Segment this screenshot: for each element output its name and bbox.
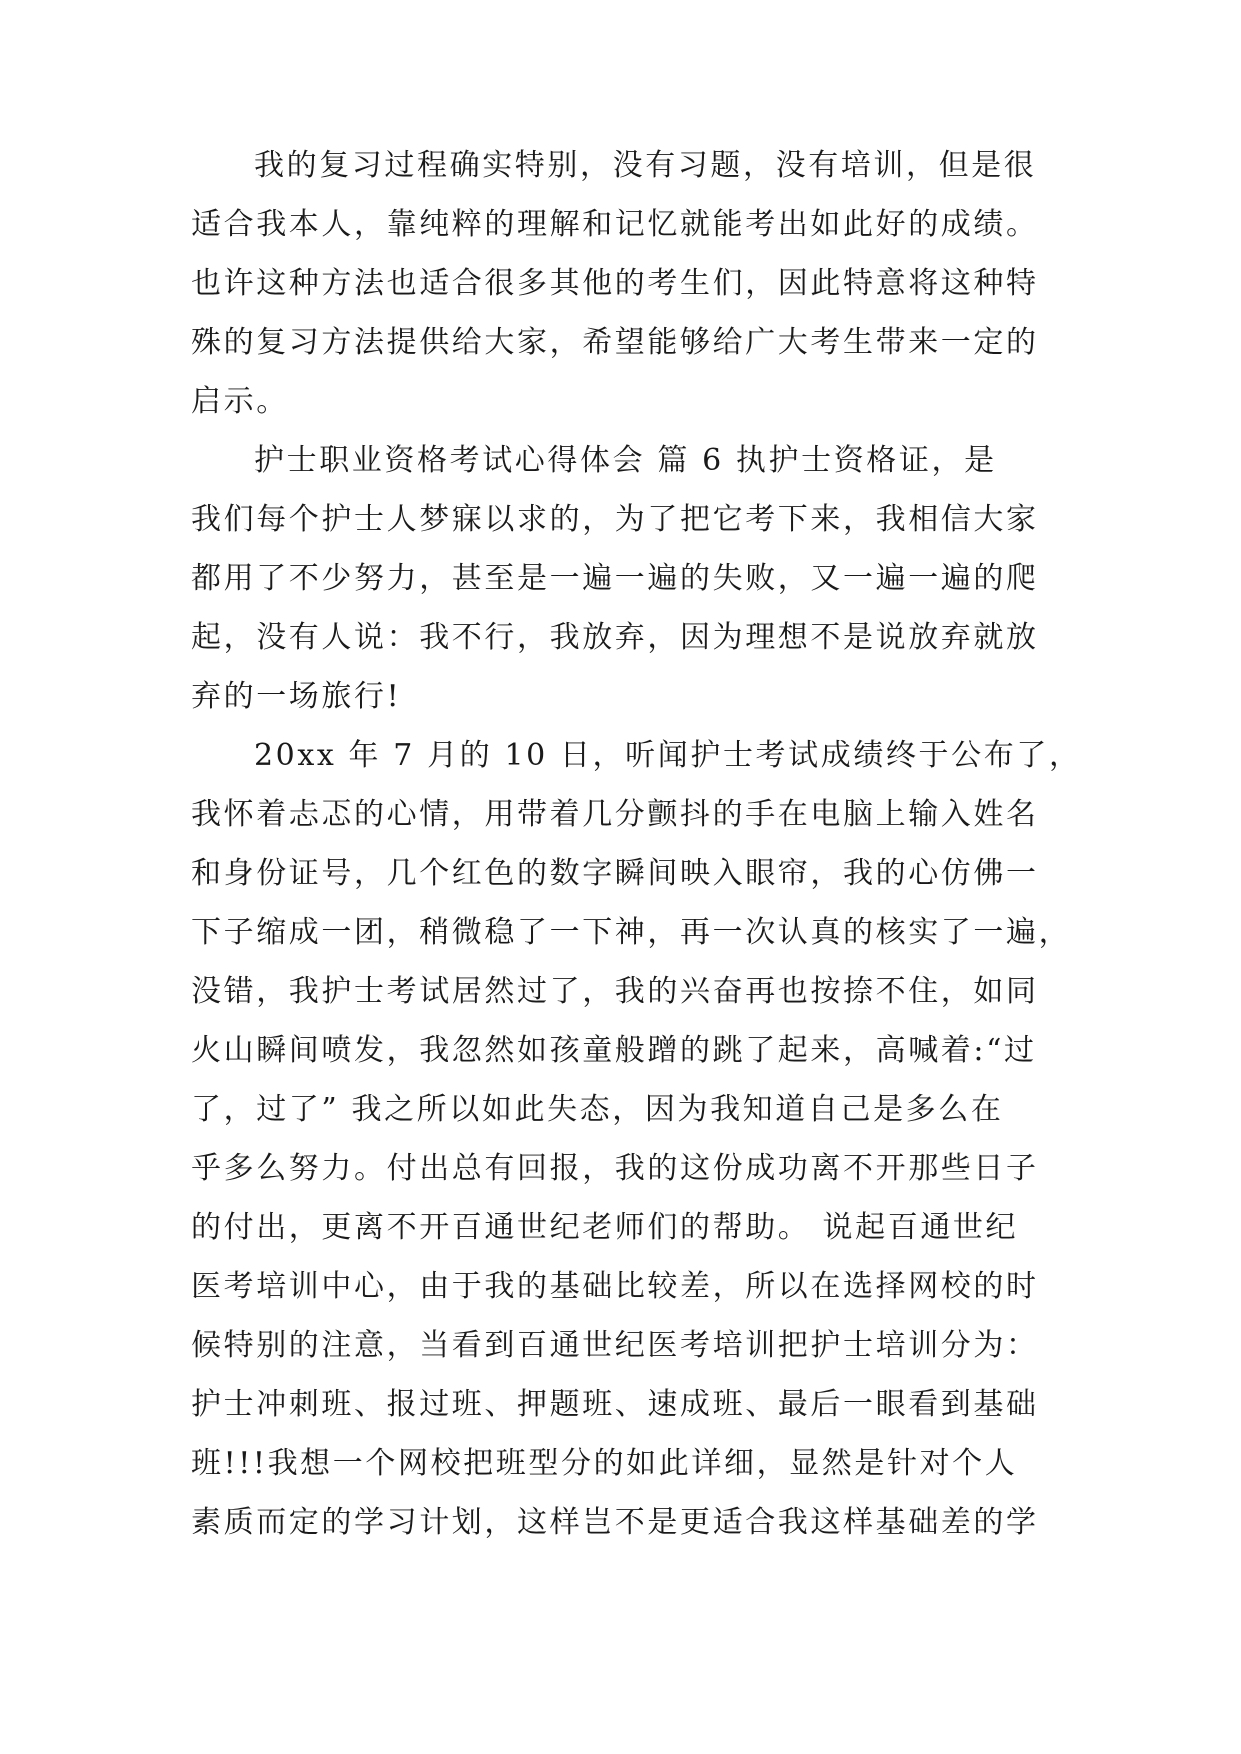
- text-line: 了，过了” 我之所以如此失态，因为我知道自己是多么在: [191, 1092, 1004, 1127]
- text-line: 我们每个护士人梦寐以求的，为了把它考下来，我相信大家: [191, 502, 1039, 537]
- text-line: 下子缩成一团，稍微稳了一下神，再一次认真的核实了一遍，: [191, 915, 1072, 950]
- text-line: 都用了不少努力，甚至是一遍一遍的失败，又一遍一遍的爬: [191, 561, 1039, 596]
- text-line: 适合我本人，靠纯粹的理解和记忆就能考出如此好的成绩。: [191, 207, 1039, 242]
- text-line: 素质而定的学习计划，这样岂不是更适合我这样基础差的学: [191, 1505, 1039, 1540]
- text-line: 班!!!我想一个网校把班型分的如此详细，显然是针对个人: [191, 1446, 1018, 1481]
- text-line: 殊的复习方法提供给大家，希望能够给广大考生带来一定的: [191, 325, 1039, 360]
- text-line: 我怀着忐忑的心情，用带着几分颤抖的手在电脑上输入姓名: [191, 797, 1039, 832]
- text-line: 和身份证号，几个红色的数字瞬间映入眼帘，我的心仿佛一: [191, 856, 1039, 891]
- text-line: 的付出，更离不开百通世纪老师们的帮助。 说起百通世纪: [191, 1210, 1019, 1245]
- text-line: 启示。: [191, 384, 289, 419]
- text-line: 20xx 年 7 月的 10 日，听闻护士考试成绩终于公布了，: [254, 738, 1082, 773]
- text-line: 也许这种方法也适合很多其他的考生们，因此特意将这种特: [191, 266, 1039, 301]
- text-line: 起，没有人说：我不行，我放弃，因为理想不是说放弃就放: [191, 620, 1039, 655]
- text-line: 候特别的注意，当看到百通世纪医考培训把护士培训分为：: [191, 1328, 1039, 1363]
- section-heading-line: 护士职业资格考试心得体会 篇 6 执护士资格证，是: [254, 443, 997, 478]
- text-line: 医考培训中心，由于我的基础比较差，所以在选择网校的时: [191, 1269, 1039, 1304]
- text-line: 乎多么努力。付出总有回报，我的这份成功离不开那些日子: [191, 1151, 1039, 1186]
- text-line: 弃的一场旅行!: [191, 679, 402, 714]
- text-line: 护士冲刺班、报过班、押题班、速成班、最后一眼看到基础: [191, 1387, 1039, 1422]
- text-line: 没错，我护士考试居然过了，我的兴奋再也按捺不住，如同: [191, 974, 1039, 1009]
- text-line: 火山瞬间喷发，我忽然如孩童般蹭的跳了起来，高喊着:“过: [191, 1033, 1037, 1068]
- text-line: 我的复习过程确实特别，没有习题，没有培训，但是很: [254, 148, 1037, 183]
